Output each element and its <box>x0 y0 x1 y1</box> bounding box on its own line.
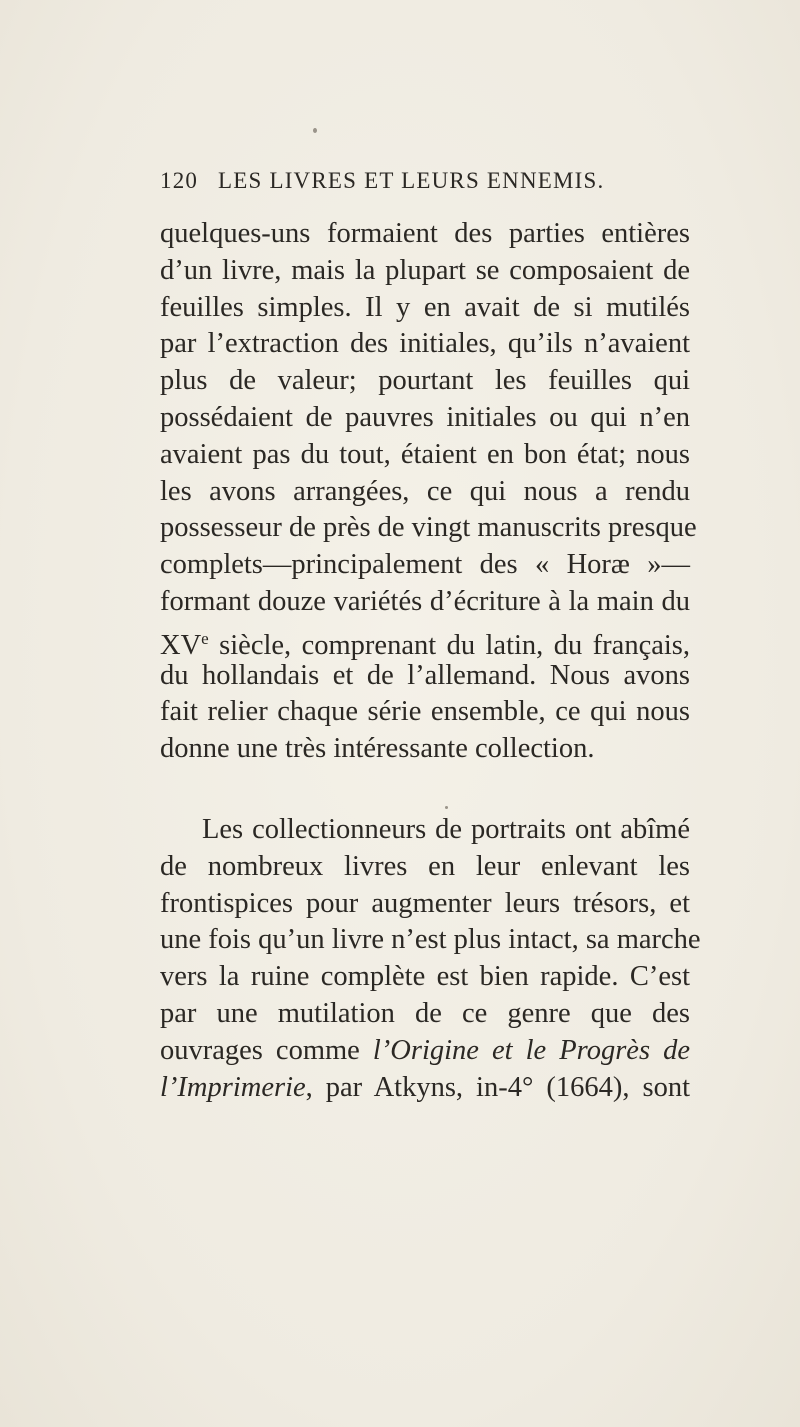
text-line: les avons arrangées, ce qui nous a rendu <box>160 475 690 507</box>
text-line: d’un livre, mais la plupart se composaient de <box>160 254 690 286</box>
ink-speck <box>445 806 448 809</box>
text-line: une fois qu’un livre n’est plus intact, sa marche <box>160 924 701 956</box>
text-line: quelques-uns formaient des parties entières <box>160 218 690 249</box>
text-line: du hollandais et de l’allemand. Nous avons <box>160 659 690 691</box>
text-line: de nombreux livres en leur enlevant les <box>160 850 690 882</box>
running-header <box>160 168 720 204</box>
text-line: avaient pas du tout, étaient en bon état; nous <box>160 438 690 470</box>
ink-speck <box>313 128 317 133</box>
text-line: donne une très intéressante collection. <box>160 733 595 765</box>
paragraph-1 <box>160 216 697 768</box>
book-title-italic: l’Imprimerie <box>160 1071 306 1103</box>
text-line: Les collectionneurs de portraits ont abîmé <box>202 814 690 845</box>
page-number: 120 <box>160 168 199 193</box>
text-line: formant douze variétés d’écriture à la main du <box>160 585 690 617</box>
text-line: par une mutilation de ce genre que des <box>160 997 690 1029</box>
text-fragment: siècle, comprenant du latin, du français, <box>208 629 690 661</box>
century-numeral: XV <box>160 629 202 661</box>
text-line: feuilles simples. Il y en avait de si mutilés <box>160 291 690 323</box>
text-line: fait relier chaque série ensemble, ce qui nous <box>160 696 690 728</box>
text-line <box>160 1033 690 1070</box>
text-fragment: ouvrages comme <box>160 1034 373 1066</box>
paragraph-2 <box>160 812 701 1106</box>
text-line: possesseur de près de vingt manuscrits presque <box>160 512 697 544</box>
text-line: vers la ruine complète est bien rapide. C’est <box>160 961 690 993</box>
text-line: frontispices pour augmenter leurs trésors, et <box>160 887 690 919</box>
century-superscript: e <box>201 628 209 648</box>
book-title-italic: l’Origine et le Progrès de <box>372 1034 690 1066</box>
text-line: par l’extraction des initiales, qu’ils n’avaient <box>160 328 690 360</box>
text-line: complets—principalement des « Horæ »— <box>160 549 690 581</box>
running-title: LES LIVRES ET LEURS ENNEMIS. <box>218 168 605 193</box>
text-fragment: , par Atkyns, in-4° (1664), sont <box>305 1071 690 1103</box>
text-line: possédaient de pauvres initiales ou qui n’en <box>160 401 690 433</box>
text-line: plus de valeur; pourtant les feuilles qui <box>160 365 690 397</box>
text-line <box>160 1070 690 1107</box>
text-line <box>160 621 690 661</box>
